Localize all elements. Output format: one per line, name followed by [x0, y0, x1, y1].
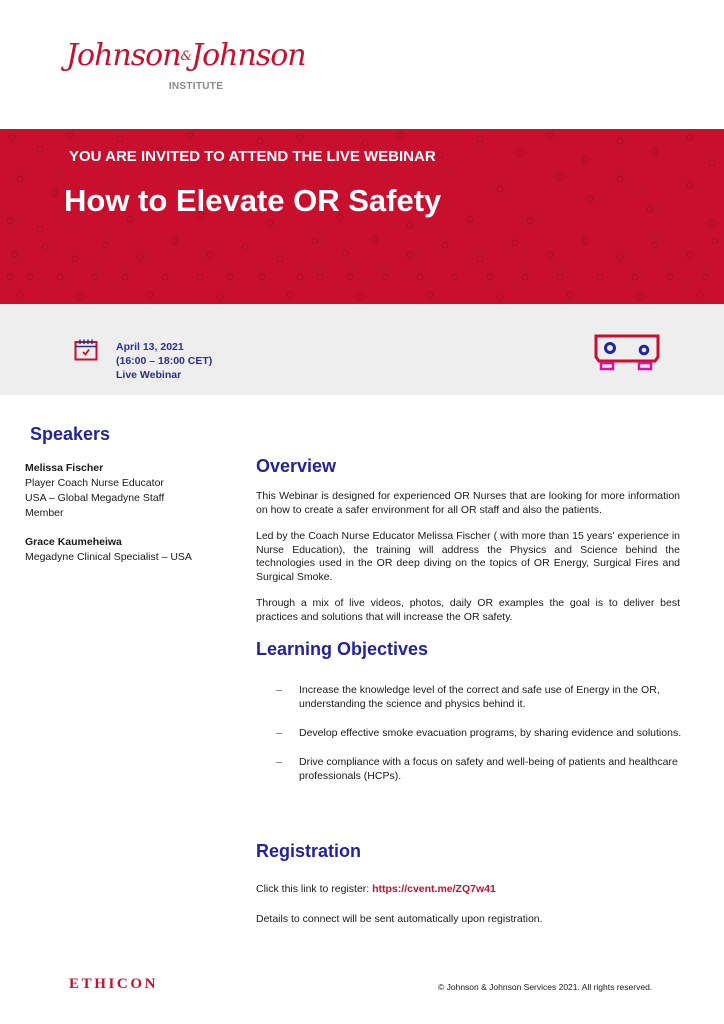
- registration-prompt: [256, 883, 496, 895]
- speaker-role: Megadyne Clinical Specialist – USA: [25, 551, 192, 563]
- learning-objectives-heading: Learning Objectives: [256, 639, 429, 659]
- registration-prompt-text: Click this link to register:: [256, 883, 373, 895]
- hero-banner: [0, 129, 724, 304]
- speaker-affiliation: USA – Global Megadyne Staff Member: [25, 492, 165, 519]
- overview-paragraph: Through a mix of live videos, photos, daily OR examples the goal is to deliver best practices and solutions that will increase the OR safety.: [256, 597, 680, 623]
- learning-objectives-list: [276, 683, 686, 798]
- speakers-heading: Speakers: [30, 424, 111, 444]
- event-date: April 13, 2021: [116, 341, 184, 353]
- dash-bullet-icon: –: [276, 684, 282, 696]
- event-details: [116, 340, 212, 382]
- ethicon-logo: ETHICON: [69, 976, 159, 992]
- logo-wordmark: [66, 38, 306, 75]
- speaker-item: [25, 461, 245, 521]
- objective-text: Drive compliance with a focus on safety and well-being of patients and healthcare professionals (HCPs).: [299, 756, 678, 782]
- logo-institute-label: INSTITUTE: [168, 81, 224, 92]
- objective-item: [276, 726, 686, 740]
- banner-kicker: YOU ARE INVITED TO ATTEND THE LIVE WEBINAR: [69, 148, 436, 165]
- dash-bullet-icon: –: [276, 727, 282, 739]
- registration-note: Details to connect will be sent automatically upon registration.: [256, 913, 543, 925]
- banner-title: How to Elevate OR Safety: [64, 183, 442, 218]
- registration-heading: Registration: [256, 841, 362, 861]
- overview-paragraph: This Webinar is designed for experienced OR Nurses that are looking for more information on how to create a safer environment for all OR staff and also the patients.: [256, 490, 680, 516]
- projector-icon: [594, 333, 662, 373]
- jnj-institute-logo: [66, 38, 306, 92]
- speaker-role: Player Coach Nurse Educator: [25, 477, 164, 489]
- objective-item: [276, 755, 686, 783]
- logo-word-1: Johnson: [66, 38, 181, 73]
- registration-link[interactable]: https://cvent.me/ZQ7w41: [372, 883, 496, 895]
- speaker-name: Grace Kaumeheiwa: [25, 536, 122, 548]
- event-time: (16:00 – 18:00 CET): [116, 355, 213, 367]
- objective-item: [276, 683, 686, 711]
- speaker-name: Melissa Fischer: [25, 462, 104, 474]
- logo-ampersand: &: [180, 49, 192, 64]
- copyright-text: © Johnson & Johnson Services 2021. All rights reserved.: [438, 982, 653, 992]
- overview-heading: Overview: [256, 456, 337, 476]
- logo-word-2: Johnson: [191, 38, 306, 73]
- objective-text: Develop effective smoke evacuation programs, by sharing evidence and solutions.: [299, 727, 682, 739]
- dash-bullet-icon: –: [276, 756, 282, 768]
- speaker-item: [25, 535, 245, 565]
- event-format: Live Webinar: [116, 369, 182, 381]
- overview-paragraph: Led by the Coach Nurse Educator Melissa Fischer ( with more than 15 years' experience in Nurse Education), the training will address the Physics and Science behind the technologies used in the OR deep diving on the topics of OR Energy, Surgical Fires and Surgical Smoke.: [256, 530, 680, 583]
- calendar-check-icon: [74, 339, 98, 361]
- objective-text: Increase the knowledge level of the correct and safe use of Energy in the OR, understanding the science and physics behind it.: [299, 684, 660, 710]
- speakers-list: [25, 461, 245, 579]
